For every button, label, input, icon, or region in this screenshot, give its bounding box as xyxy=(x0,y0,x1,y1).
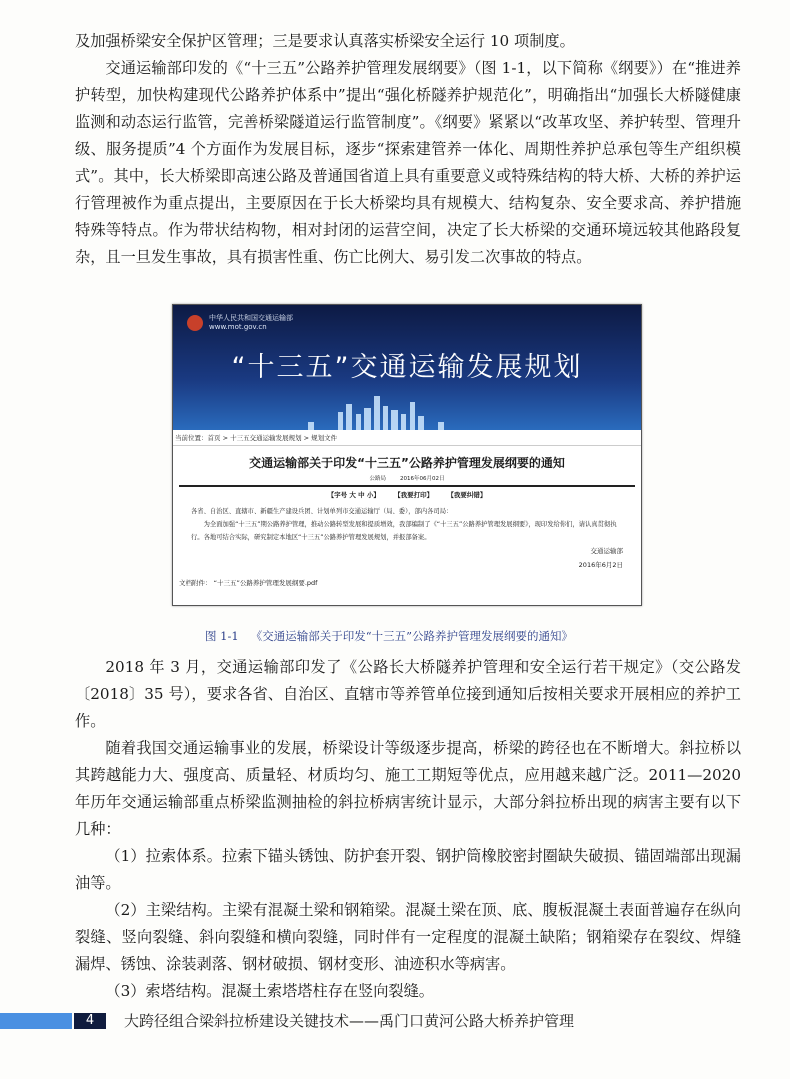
paragraph: 随着我国交通运输事业的发展，桥梁设计等级逐步提高，桥梁的跨径也在不断增大。斜拉桥以其跨越能力大、强度高、质量轻、材质均匀、施工工期短等优点，应用越来越广泛。2011—2020 年历年交通运输部重点桥梁监测抽检的斜拉桥病害统计显示，大部分斜拉桥出现的病害主要有以下几种： xyxy=(75,739,741,838)
body-text-top xyxy=(75,28,741,271)
caption-label: 图 1-1 xyxy=(205,629,239,643)
paragraph: （1）拉索体系。拉索下锚头锈蚀、防护套开裂、钢护筒橡胶密封圈缺失破损、锚固端部出现漏油等。 xyxy=(75,847,741,892)
org-name: 中华人民共和国交通运输部 xyxy=(209,314,293,322)
org-url: www.mot.gov.cn xyxy=(209,323,267,331)
national-emblem-icon xyxy=(187,315,203,331)
attachment-label: 文档附件： xyxy=(179,579,212,587)
caption-text: 《交通运输部关于印发“十三五”公路养护管理发展纲要的通知》 xyxy=(250,629,573,643)
divider xyxy=(179,485,635,487)
paragraph: 2018 年 3 月，交通运输部印发了《公路长大桥隧养护管理和安全运行若干规定》（交公路发〔2018〕35 号），要求各省、自治区、直辖市等养管单位接到通知后按相关要求开展相应的养护工作。 xyxy=(75,658,741,730)
paragraph: 及加强桥梁安全保护区管理；三是要求认真落实桥梁安全运行 10 项制度。 xyxy=(75,32,575,50)
notice-signer: 交通运输部 xyxy=(590,547,623,555)
print-tool: 【我要打印】 xyxy=(394,491,434,499)
font-size-tool: 【字号 大 中 小】 xyxy=(327,491,380,499)
figure-screenshot xyxy=(172,304,642,606)
footer-accent-bar xyxy=(0,1013,72,1029)
notice-tools xyxy=(173,490,641,499)
banner-title: “十三五”交通运输发展规划 xyxy=(231,352,583,383)
notice-title: 交通运输部关于印发“十三五”公路养护管理发展纲要的通知 xyxy=(249,456,565,470)
notice-source: 公路局 xyxy=(369,476,386,482)
city-skyline-icon xyxy=(298,394,488,430)
notice-sign-date: 2016年6月2日 xyxy=(578,561,623,569)
figure-caption xyxy=(0,628,790,644)
attachment-file: “十三五”公路养护管理发展纲要.pdf xyxy=(213,579,318,587)
website-banner xyxy=(173,305,641,430)
breadcrumb: 当前位置：首页 > 十三五交通运输发展规划 > 规划文件 xyxy=(173,430,641,446)
paragraph: （2）主梁结构。主梁有混凝土梁和钢箱梁。混凝土梁在顶、底、腹板混凝土表面普遍存在纵向裂缝、竖向裂缝、斜向裂缝和横向裂缝，同时伴有一定程度的混凝土缺陷；钢箱梁存在裂纹、焊缝漏焊、锈蚀、涂装剥落、钢材破损、钢材变形、油迹积水等病害。 xyxy=(75,901,741,973)
body-text-bottom xyxy=(75,654,741,1005)
report-error-tool: 【我要纠错】 xyxy=(447,491,487,499)
paragraph: （3）索塔结构。混凝土索塔塔柱存在竖向裂缝。 xyxy=(105,982,434,1000)
page-number: 4 xyxy=(74,1013,106,1029)
running-footer-title: 大跨径组合梁斜拉桥建设关键技术——禹门口黄河公路大桥养护管理 xyxy=(124,1012,575,1030)
paragraph: 交通运输部印发的《“十三五”公路养护管理发展纲要》（图 1-1，以下简称《纲要》）在“推进养护转型，加快构建现代公路养护体系中”提出“强化桥隧养护规范化”，明确指出“加强长大桥隧健康监测和动态运行监管，完善桥梁隧道运行监管制度”。《纲要》紧紧以“改革攻坚、养护转型、管理升级、服务提质”4 个方面作为发展目标，逐步“探索建管养一体化、周期性养护总承包等生产组织模式”。其中，长大桥梁即高速公路及普通国省道上具有重要意义或特殊结构的特大桥、大桥的养护运行管理被作为重点提出，主要原因在于长大桥梁均具有规模大、结构复杂、安全要求高、养护措施特殊等特点。作为带状结构物，相对封闭的运营空间，决定了长大桥梁的交通环境远较其他路段复杂，且一旦发生事故，具有损害性重、伤亡比例大、易引发二次事故的特点。 xyxy=(75,59,741,266)
notice-salutation: 各省、自治区、直辖市、新疆生产建设兵团、计划单列市交通运输厅（局、委），部内各司局： xyxy=(191,508,453,515)
notice-body: 为全面加强“十三五”期公路养护管理，推动公路转型发展和提质增效，我部编制了《“十三五”公路养护管理发展纲要》，现印发给你们，请认真贯彻执行。各地可结合实际，研究制定本地区“十三五”公路养护管理发展规划，并报部备案。 xyxy=(191,521,617,541)
notice-date: 2016年06月02日 xyxy=(400,476,445,482)
